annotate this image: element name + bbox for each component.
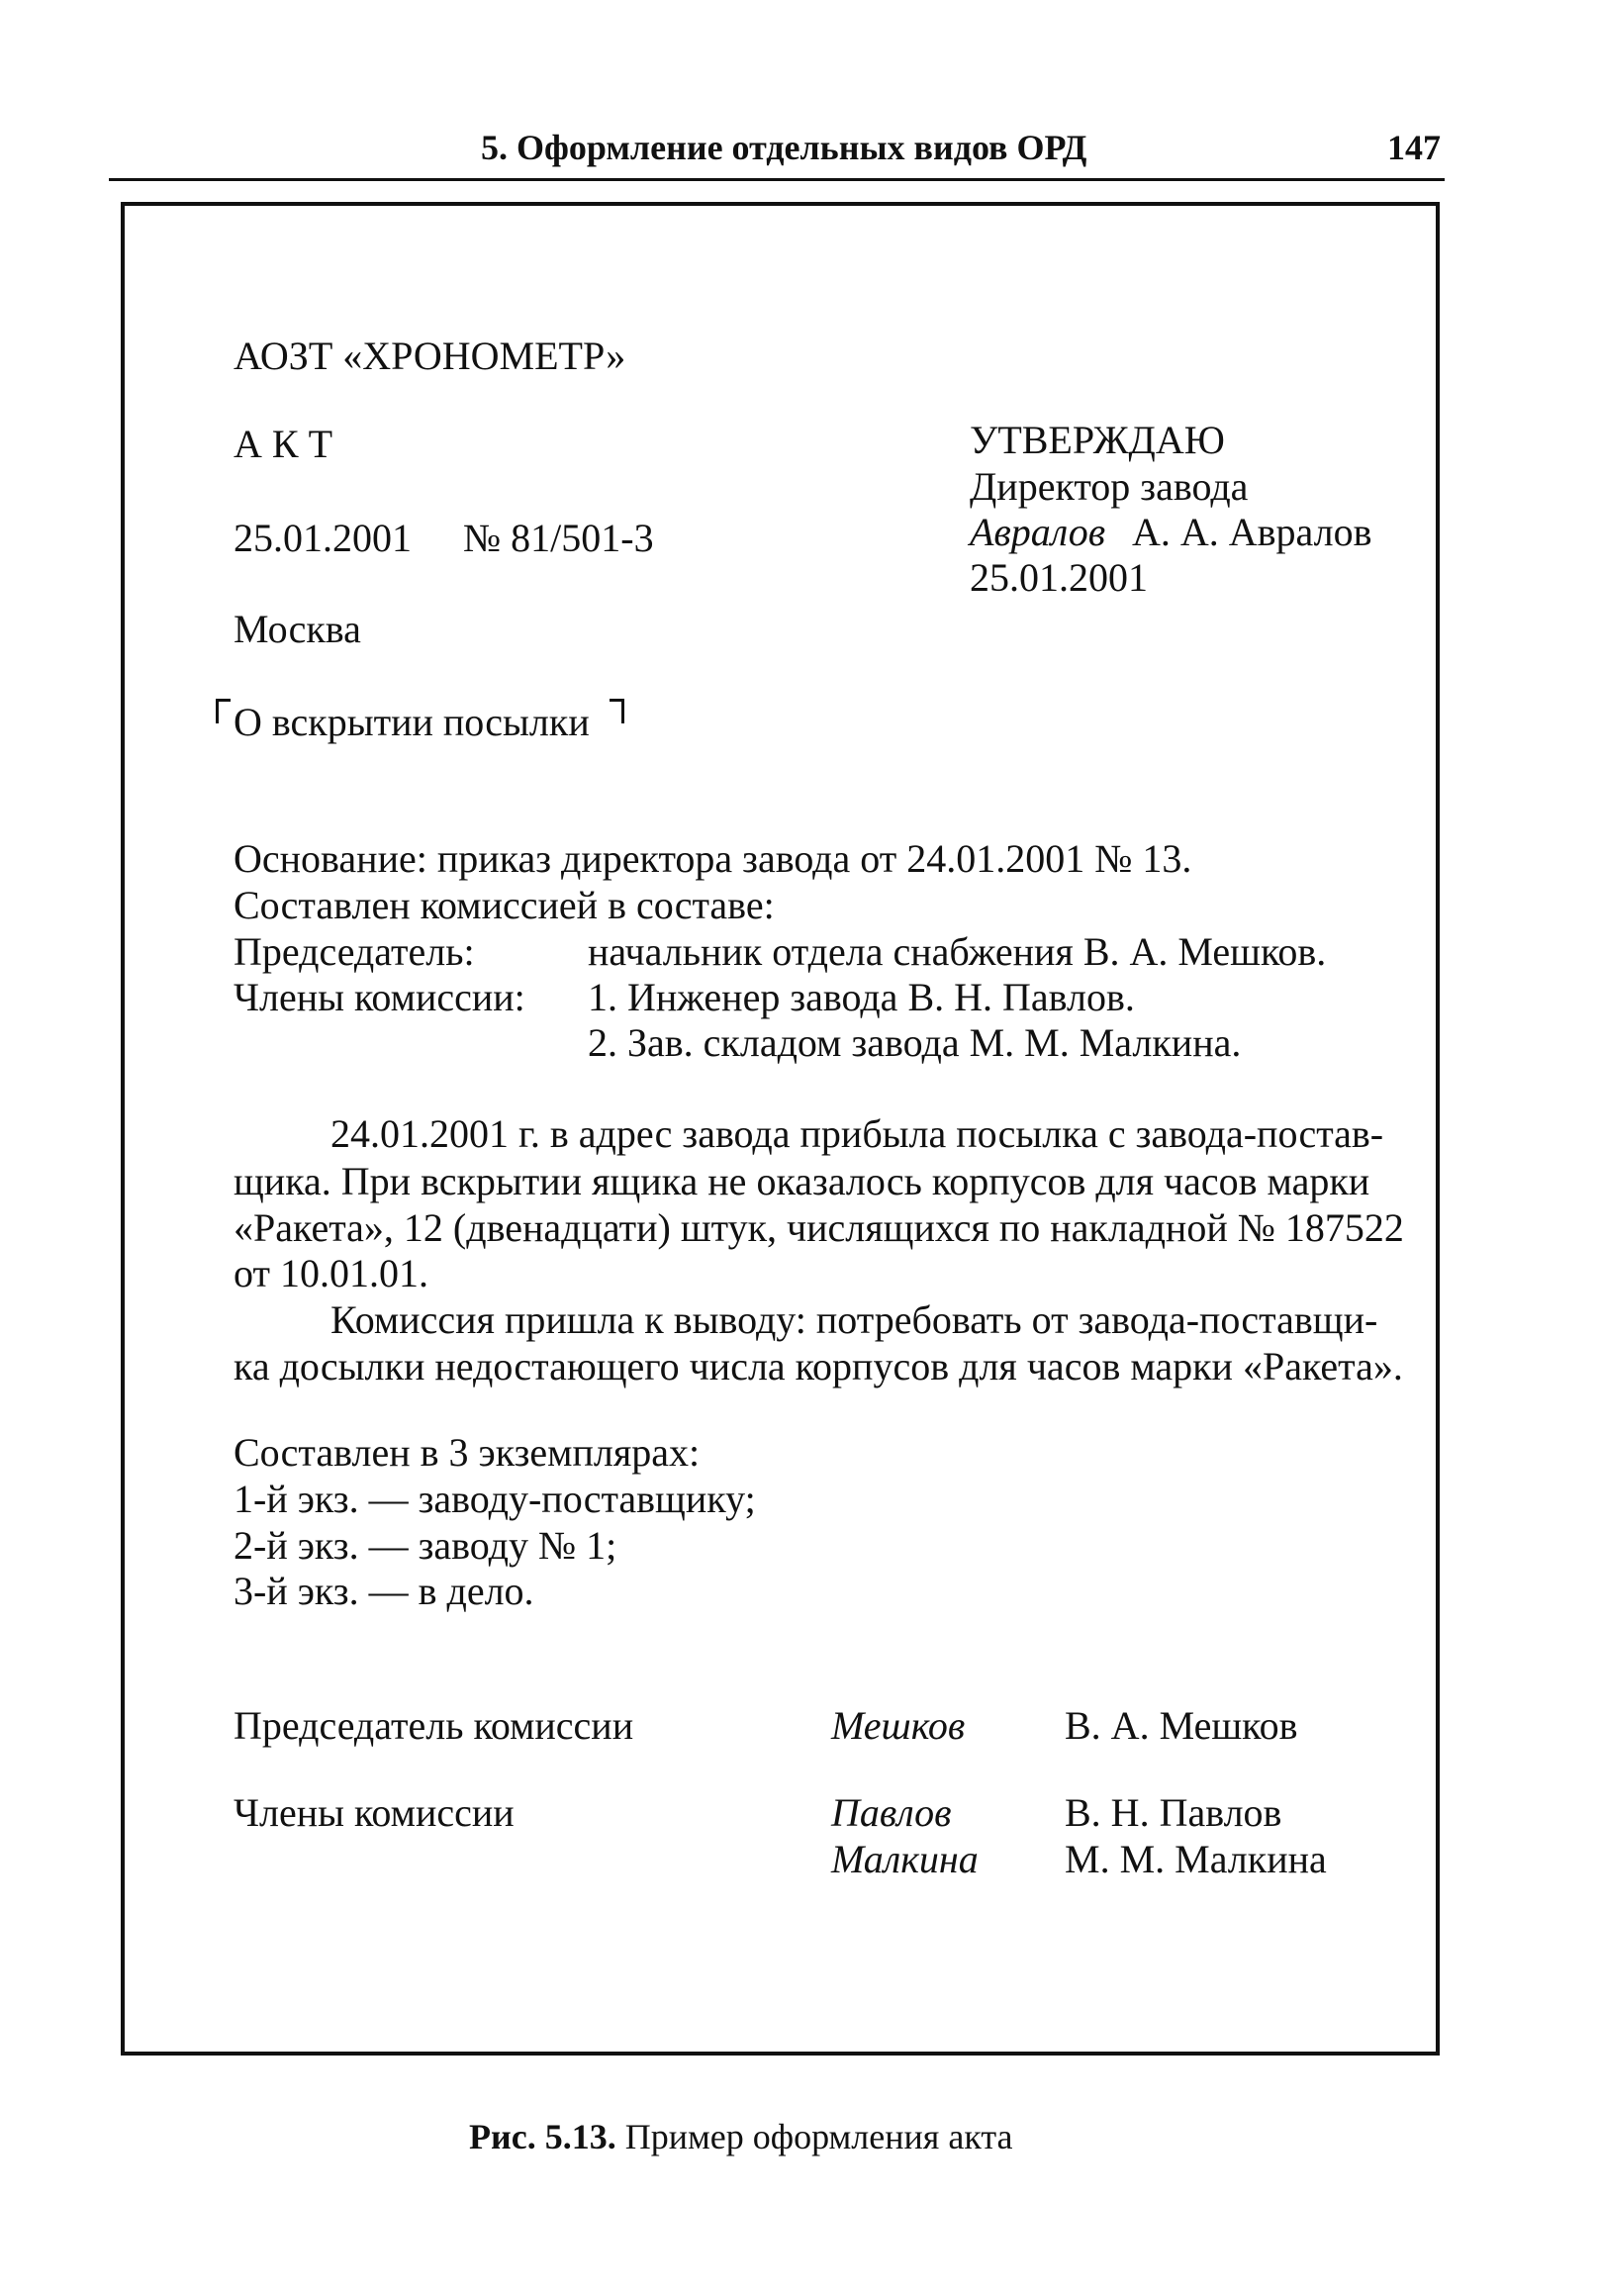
sign-member1-name: В. Н. Павлов xyxy=(1065,1790,1282,1835)
approval-heading: УТВЕРЖДАЮ xyxy=(970,418,1225,462)
page-number: 147 xyxy=(1387,128,1441,167)
header-rule xyxy=(109,178,1445,181)
body-line: щика. При вскрытии ящика не оказалось корпусов для часов марки xyxy=(234,1159,1370,1203)
approval-position: Директор завода xyxy=(970,464,1249,509)
body-line: 24.01.2001 г. в адрес завода прибыла посылка с завода-постав- xyxy=(330,1111,1384,1156)
subject-bracket-left xyxy=(216,699,231,723)
sign-member1-signature: Павлов xyxy=(831,1790,952,1835)
copy-line: 3-й экз. — в дело. xyxy=(234,1569,534,1613)
document-place: Москва xyxy=(234,607,361,651)
sign-chairman-name: В. А. Мешков xyxy=(1065,1703,1298,1748)
member-line: 2. Зав. складом завода М. М. Малкина. xyxy=(588,1020,1242,1065)
body-line: ка досылки недостающего числа корпусов для часов марки «Ракета». xyxy=(234,1344,1403,1388)
subject-bracket-right xyxy=(610,699,624,723)
document-number: № 81/501-3 xyxy=(463,516,654,560)
document-date: 25.01.2001 xyxy=(234,516,412,560)
sign-member2-name: М. М. Малкина xyxy=(1065,1837,1327,1881)
sign-member2-signature: Малкина xyxy=(831,1837,979,1881)
sign-chairman-label: Председатель комиссии xyxy=(234,1703,634,1748)
members-label: Члены комиссии: xyxy=(234,975,525,1019)
body-line: Комиссия пришла к выводу: потребовать от завода-поставщи- xyxy=(330,1297,1378,1342)
copy-line: 1-й экз. — заводу-поставщику; xyxy=(234,1477,756,1521)
copy-line: 2-й экз. — заводу № 1; xyxy=(234,1523,617,1568)
sign-members-label: Члены комиссии xyxy=(234,1790,515,1835)
body-line: от 10.01.01. xyxy=(234,1251,428,1295)
copies-intro: Составлен в 3 экземплярах: xyxy=(234,1430,701,1475)
figure-caption-label: Рис. 5.13. xyxy=(469,2117,616,2156)
document-subject: О вскрытии посылки xyxy=(234,700,590,744)
organization-name: АОЗТ «ХРОНОМЕТР» xyxy=(234,334,626,378)
body-line: «Ракета», 12 (двенадцати) штук, числящихся по накладной № 187522 xyxy=(234,1205,1404,1250)
chairman-value: начальник отдела снабжения В. А. Мешков. xyxy=(588,929,1327,974)
approval-name: А. А. Авралов xyxy=(1132,510,1372,554)
figure-caption-text: Пример оформления акта xyxy=(624,2117,1013,2156)
approval-date: 25.01.2001 xyxy=(970,555,1148,600)
commission-intro: Составлен комиссией в составе: xyxy=(234,883,775,927)
approval-signature: Авралов xyxy=(970,510,1106,554)
sign-chairman-signature: Мешков xyxy=(831,1703,966,1748)
chapter-title: 5. Оформление отдельных видов ОРД xyxy=(481,128,1087,167)
chairman-label: Председатель: xyxy=(234,929,475,974)
document-type: А К Т xyxy=(234,422,332,466)
figure-caption xyxy=(469,2116,1012,2157)
basis-line: Основание: приказ директора завода от 24.01.2001 № 13. xyxy=(234,836,1192,881)
member-line: 1. Инженер завода В. Н. Павлов. xyxy=(588,975,1135,1019)
